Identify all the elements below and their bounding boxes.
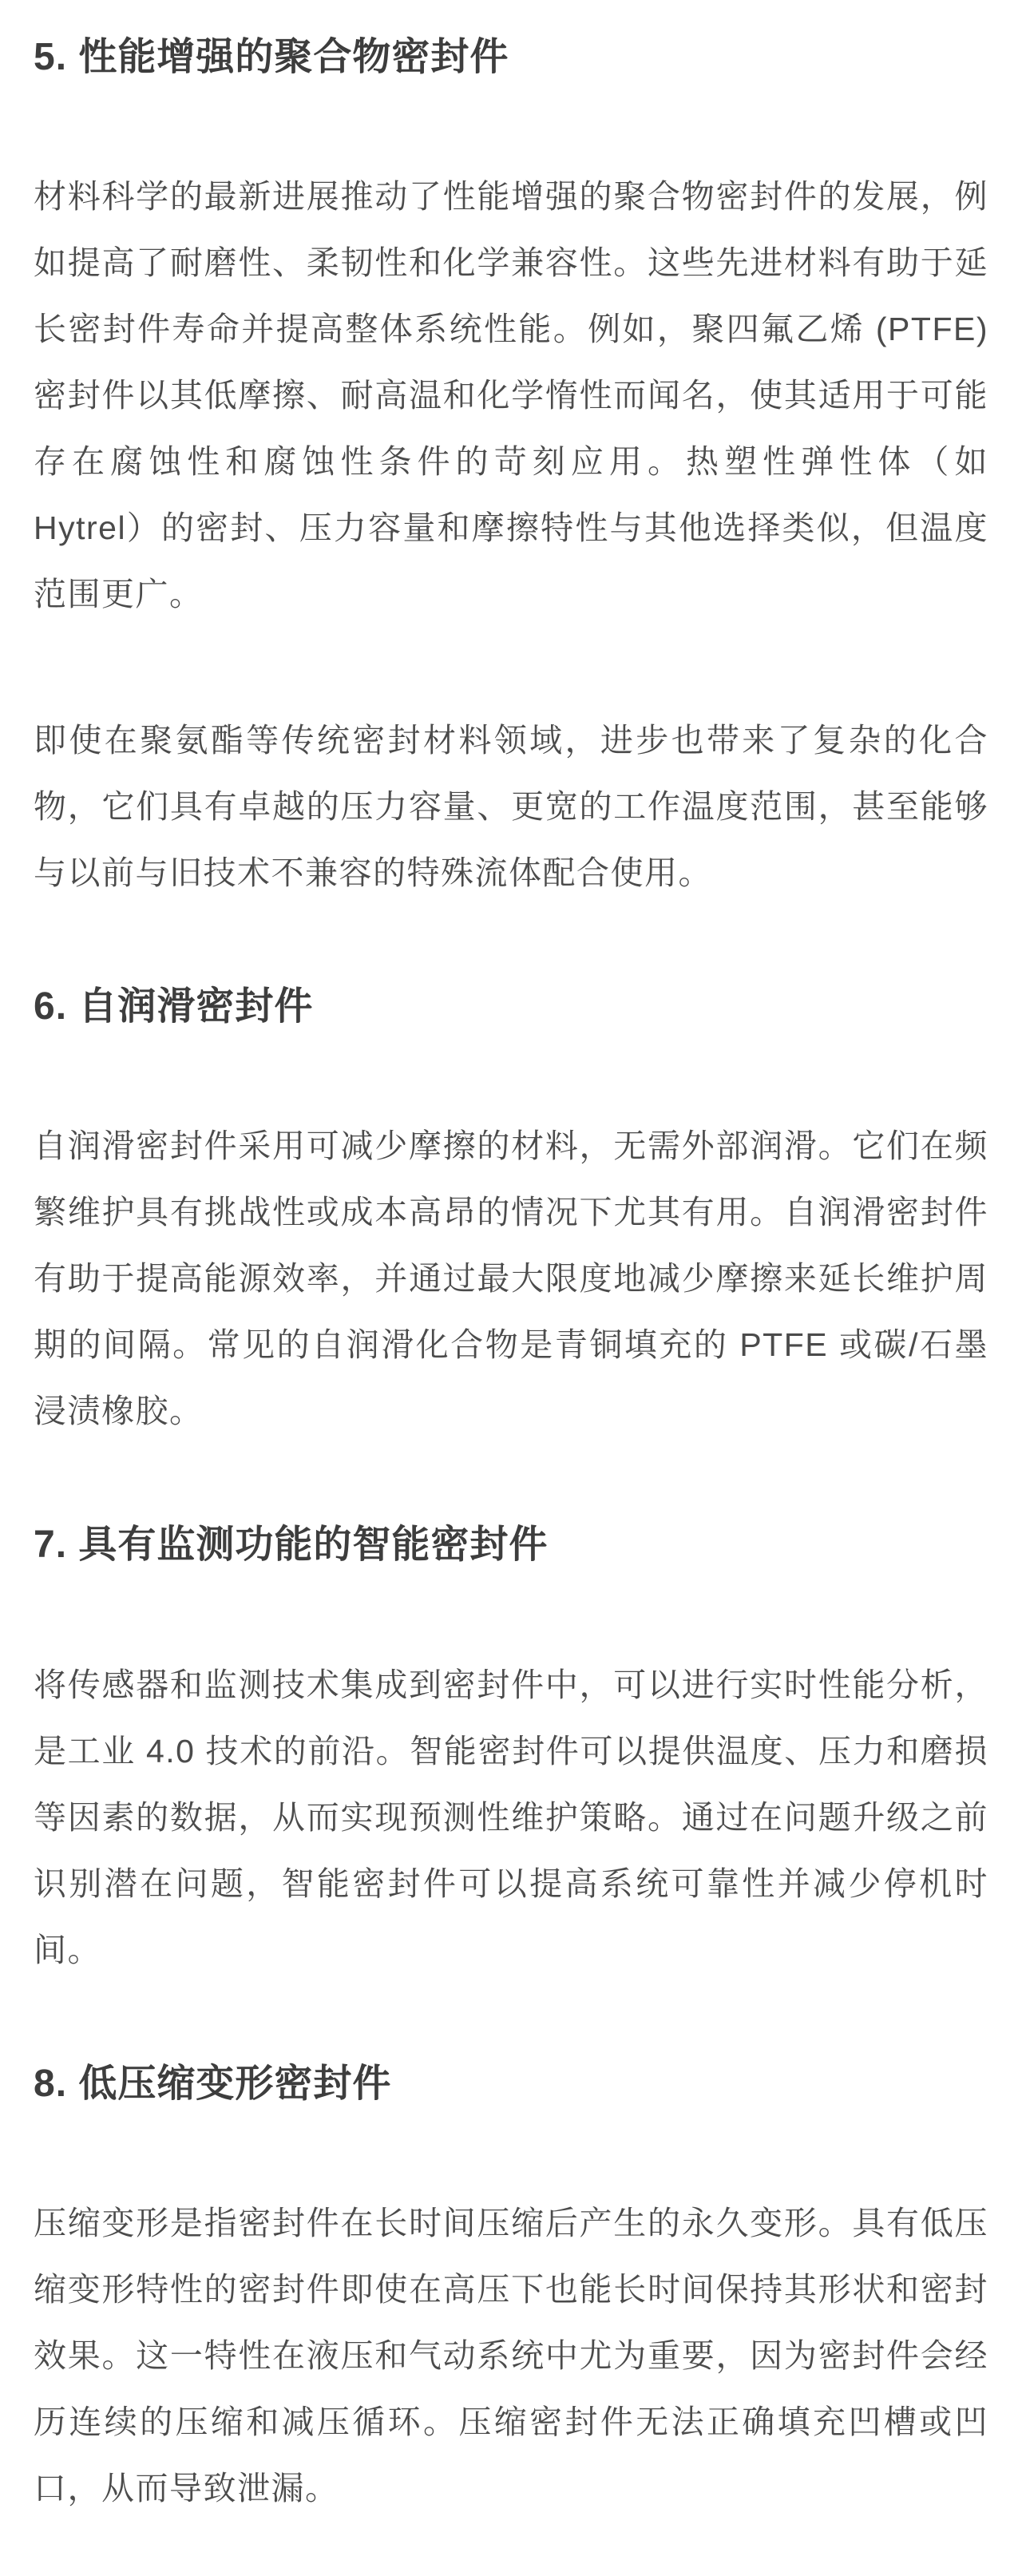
section-heading: 7. 具有监测功能的智能密封件	[34, 1524, 549, 1567]
section-paragraph: 自润滑密封件采用可减少摩擦的材料，无需外部润滑。它们在频繁维护具有挑战性或成本高昂的情况下尤其有用。自润滑密封件有助于提高能源效率，并通过最大限度地减少摩擦来延长维护周期的间隔。常见的自润滑化合物是青铜填充的 PTFE 或碳/石墨浸渍橡胶。	[34, 1127, 988, 1430]
section-paragraph: 材料科学的最新进展推动了性能增强的聚合物密封件的发展，例如提高了耐磨性、柔韧性和化学兼容性。这些先进材料有助于延长密封件寿命并提高整体系统性能。例如，聚四氟乙烯 (PTFE) 密封件以其低摩擦、耐高温和化学惰性而闻名，使其适用于可能存在腐蚀性和腐蚀性条件的苛刻应用。热塑性弹性体（如 Hytrel）的密封、压力容量和摩擦特性与其他选择类似，但温度范围更广。	[34, 178, 988, 613]
section-5-enhanced-polymer-seals	[34, 30, 988, 906]
section-heading: 6. 自润滑密封件	[34, 985, 314, 1028]
section-6-self-lubricating-seals	[34, 980, 988, 1445]
section-paragraph: 即使在聚氨酯等传统密封材料领域，进步也带来了复杂的化合物，它们具有卓越的压力容量、更宽的工作温度范围，甚至能够与以前与旧技术不兼容的特殊流体配合使用。	[34, 722, 988, 892]
section-paragraph: 将传感器和监测技术集成到密封件中，可以进行实时性能分析，是工业 4.0 技术的前沿。智能密封件可以提供温度、压力和磨损等因素的数据，从而实现预测性维护策略。通过在问题升级之前识别潜在问题，智能密封件可以提高系统可靠性并减少停机时间。	[34, 1666, 988, 1968]
section-8-low-compression-set-seals	[34, 2057, 988, 2522]
section-paragraph: 压缩变形是指密封件在长时间压缩后产生的永久变形。具有低压缩变形特性的密封件即使在高压下也能长时间保持其形状和密封效果。这一特性在液压和气动系统中尤为重要，因为密封件会经历连续的压缩和减压循环。压缩密封件无法正确填充凹槽或凹口，从而导致泄漏。	[34, 2204, 988, 2507]
section-heading: 5. 性能增强的聚合物密封件	[34, 36, 509, 78]
section-heading: 8. 低压缩变形密封件	[34, 2062, 392, 2105]
section-7-smart-monitoring-seals	[34, 1518, 988, 1983]
